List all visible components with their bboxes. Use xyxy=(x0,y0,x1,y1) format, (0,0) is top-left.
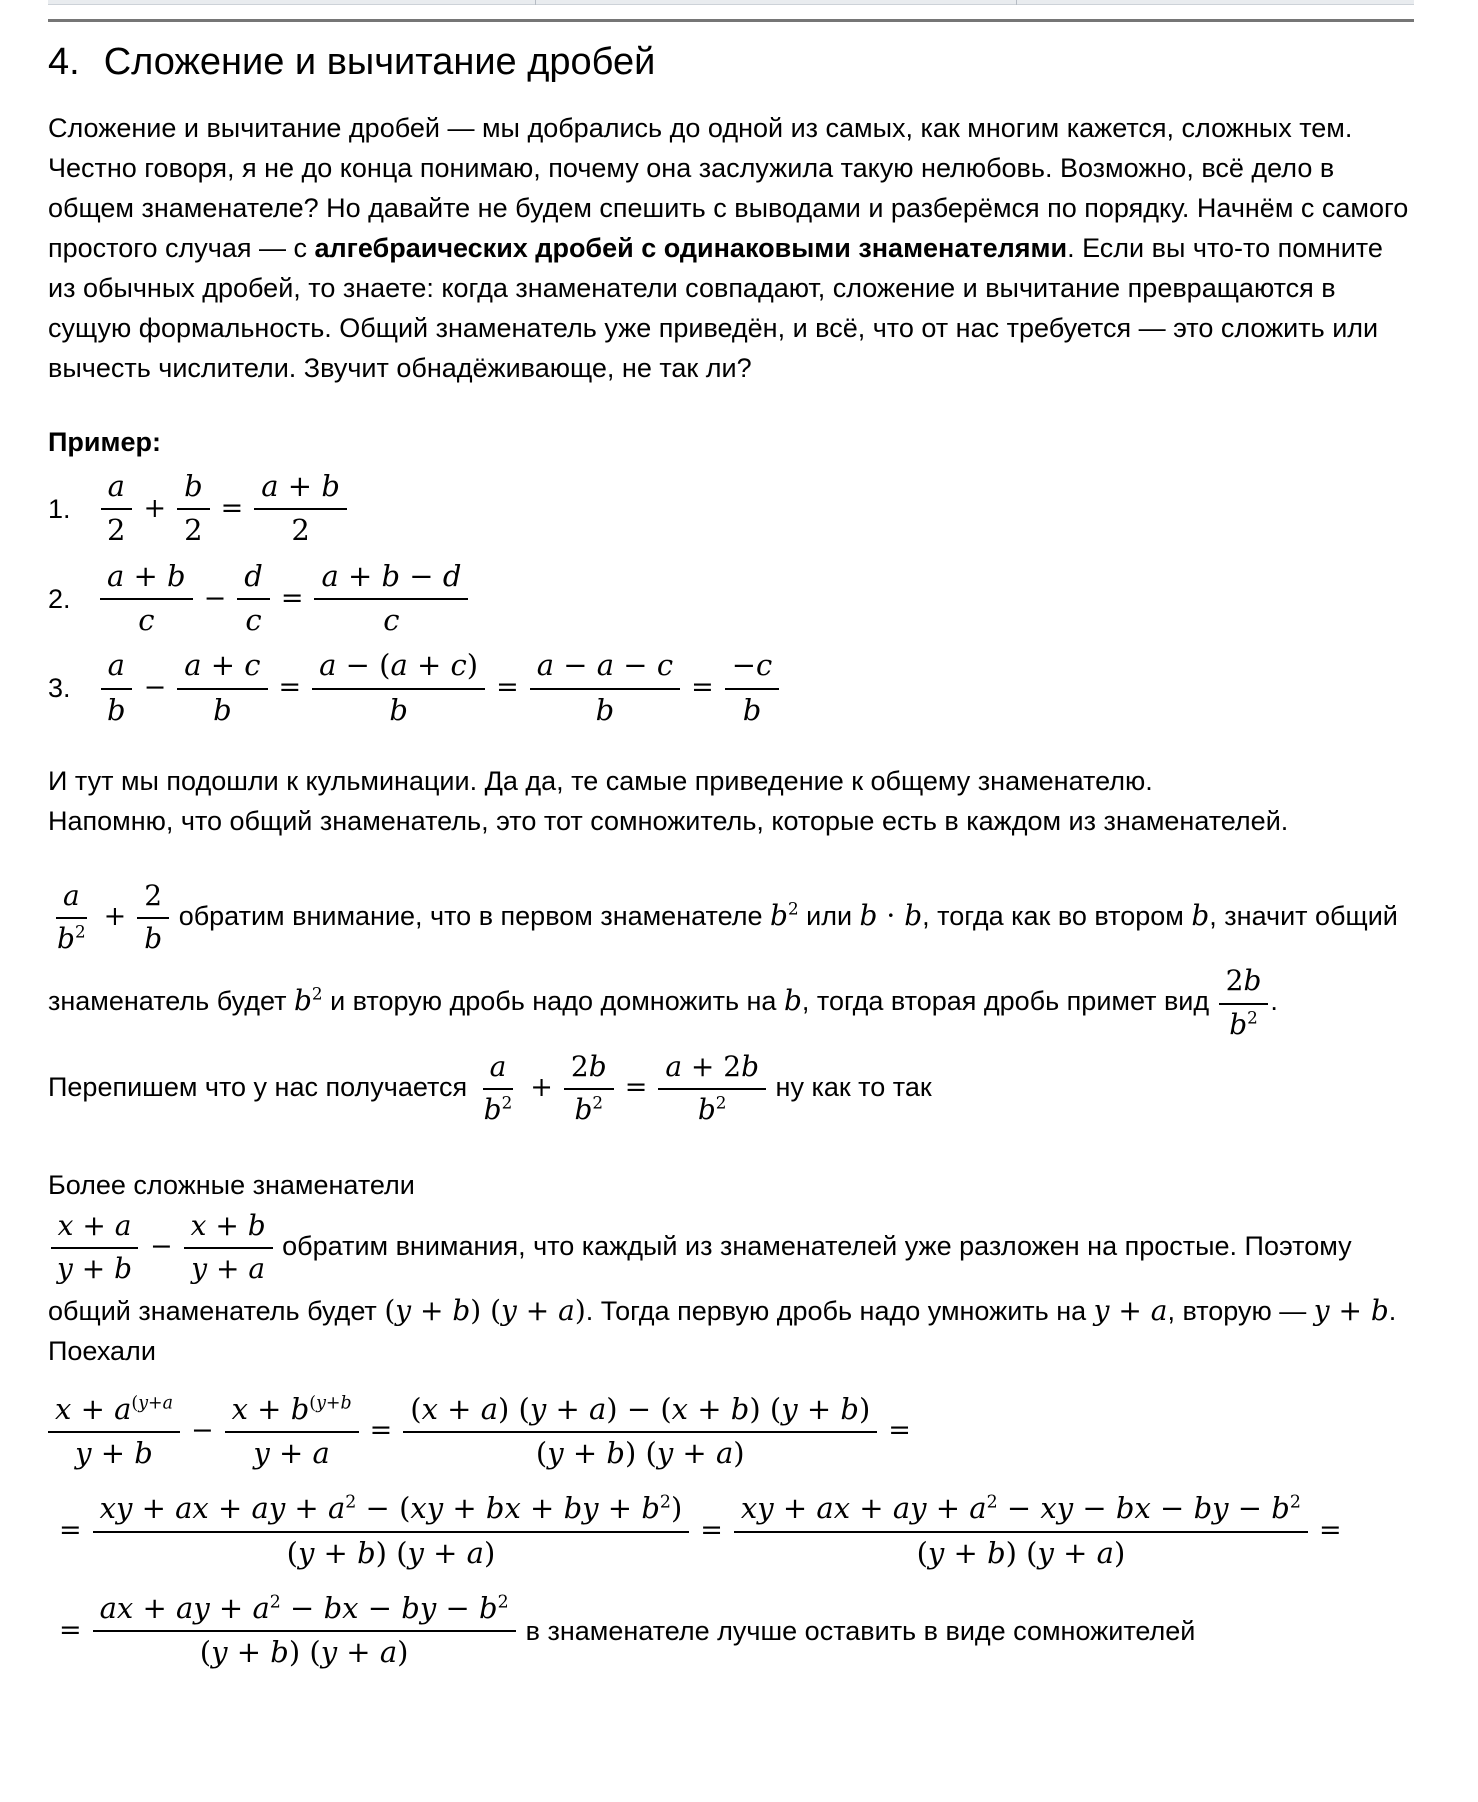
example-number: 3. xyxy=(48,673,71,704)
equation-line-1 xyxy=(48,1393,1414,1471)
inline-math: b xyxy=(783,984,802,1018)
math-operator: − xyxy=(143,672,167,704)
fraction: $\frac{xy + ax + ay + a^2 - (xy + bx + by + b^2)}{(y + b) (y + a)}$ xyxy=(93,1492,690,1570)
math-operator: = xyxy=(691,672,714,704)
fraction: $\frac{a}{b^2}$ xyxy=(57,879,86,956)
text-run: . Поехали xyxy=(48,1295,1397,1366)
math-operator: + xyxy=(103,900,127,932)
equation-line-3 xyxy=(48,1592,1414,1670)
example-number: 2. xyxy=(48,583,71,614)
page-title xyxy=(48,38,1414,86)
fraction: $\frac{b}{2}$ xyxy=(177,470,210,548)
fraction: $\frac{a}{2}$ xyxy=(100,470,132,548)
fraction: $\frac{x + b}{y + a}$ xyxy=(184,1210,273,1285)
text-run: , значит общий знаменатель будет xyxy=(48,900,1398,1017)
inline-math: b · b xyxy=(859,898,923,932)
example-row-1 xyxy=(48,470,1414,548)
math-operator: = xyxy=(220,492,244,524)
heading-number: 4. xyxy=(48,41,80,83)
example-row-2 xyxy=(48,560,1414,638)
math-operator: + xyxy=(530,1071,553,1103)
text-run: , тогда как во втором xyxy=(922,900,1192,931)
math-operator: − xyxy=(203,582,227,614)
fraction: $\frac{x + a}{y + b}$ xyxy=(50,1210,139,1285)
math-operator: = xyxy=(59,1614,82,1646)
equation-line-2 xyxy=(48,1492,1414,1570)
fraction: $\frac{d}{c}$ xyxy=(237,560,270,638)
text-run: . Перепишем что у нас получается xyxy=(48,986,1278,1102)
paragraph-intro xyxy=(48,108,1414,148)
math-operator: = xyxy=(1318,1515,1342,1547)
inline-math: $b^2$ xyxy=(770,898,799,932)
text-run: , тогда вторая дробь примет вид xyxy=(801,986,1217,1017)
fraction: $\frac{a + b}{c}$ xyxy=(100,560,193,638)
text-run: или xyxy=(798,900,860,931)
inline-math: y + b xyxy=(1313,1293,1389,1327)
fraction: $\frac{-c}{b}$ xyxy=(725,649,780,727)
horizontal-rule xyxy=(48,19,1414,22)
bold-text-run: алгебраических дробей с одинаковыми знаменателями xyxy=(314,233,1068,263)
fraction: $\frac{2b}{b^2}$ xyxy=(1219,965,1269,1040)
text-run: . Если вы что-то помните из обычных дробей, то знаете: когда знаменатели совпадают, сложение и вычитание превращаются в сущую формальность. Общий знаменатель уже приведён, и всё, что от нас требуется — это сложить или вычесть числители. Звучит обнадёживающе, не так ли? xyxy=(48,233,1383,383)
fraction: $\frac{2}{b}$ xyxy=(137,880,169,955)
text-run: Честно говоря, я не до конца понимаю, почему она заслужила такую нелюбовь. Возможно, всё дело в общем знаменателе? Но давайте не будем спешить с выводами и разберёмся по порядку. Начнём с самого простого случая — с xyxy=(48,153,1409,263)
text-run: обратим внимания, что каждый из знаменателей уже разложен на простые. Поэтому общий знаменатель будет xyxy=(48,1231,1352,1326)
math-operator: = xyxy=(59,1515,82,1547)
fraction: $\frac{a + c}{b}$ xyxy=(177,649,267,727)
table-cell-divider xyxy=(535,0,536,5)
table-fragment xyxy=(48,0,1414,5)
text-run: в знаменателе лучше оставить в виде сомножителей xyxy=(525,1615,1196,1646)
fraction: $\frac{a - a - c}{b}$ xyxy=(530,649,680,727)
fraction: $\frac{xy + ax + ay + a^2 - xy - bx - by - b^2}{(y + b) (y + a)}$ xyxy=(734,1492,1308,1570)
inline-math: b xyxy=(1191,898,1210,932)
math-operator: − xyxy=(150,1231,173,1262)
text-run: и вторую дробь надо домножить на xyxy=(322,986,784,1017)
text-run: И тут мы подошли к кульминации. Да да, те самые приведение к общему знаменателю. xyxy=(48,766,1153,797)
fraction: $\frac{ax + ay + a^2 - bx - by - b^2}{(y + b) (y + a)}$ xyxy=(93,1592,516,1670)
math-operator: = xyxy=(624,1071,648,1103)
math-operator: − xyxy=(190,1415,214,1447)
inline-math: (y + b) (y + a) xyxy=(384,1293,586,1327)
example-formula xyxy=(100,470,347,548)
math-operator: = xyxy=(369,1415,393,1447)
example-number: 1. xyxy=(48,493,71,524)
fraction: $\frac{x + a^{(y+a}}{y + b}$ xyxy=(48,1393,180,1471)
text-run: ну как то так xyxy=(768,1071,932,1102)
fraction: $\frac{a - (a + c)}{b}$ xyxy=(312,649,485,727)
math-operator: = xyxy=(700,1515,723,1547)
fraction: $\frac{a + b}{2}$ xyxy=(254,470,347,548)
subheading-complex-denominators: Более сложные знаменатели xyxy=(48,1170,415,1201)
example-label: Пример: xyxy=(48,427,161,457)
paragraph-overview xyxy=(48,148,1414,388)
paragraph-culmination xyxy=(48,761,1414,841)
example-row-3 xyxy=(48,649,1414,727)
fraction: $\frac{a}{b}$ xyxy=(100,649,133,727)
fraction: $\frac{(x + a) (y + a) - (x + b) (y + b)}{(y + b) (y + a)}$ xyxy=(403,1393,877,1471)
fraction: $\frac{a + 2b}{b^2}$ xyxy=(658,1051,766,1126)
heading-text: Сложение и вычитание дробей xyxy=(103,41,656,83)
table-cell-divider xyxy=(1016,0,1017,5)
math-operator: = xyxy=(496,672,519,704)
fraction: $\frac{x + b^{(y+b}}{y + a}$ xyxy=(225,1393,359,1471)
text-run: . Тогда первую дробь надо умножить на xyxy=(585,1295,1094,1326)
example-formula xyxy=(100,649,779,727)
math-operator: = xyxy=(280,582,304,614)
text-run: Сложение и вычитание дробей — мы добрались до одной из самых, как многим кажется, сложных тем. xyxy=(48,113,1353,143)
math-operator: = xyxy=(888,1415,911,1447)
text-run: обратим внимание, что в первом знаменателе xyxy=(171,900,770,931)
math-operator: + xyxy=(143,492,167,524)
fraction: $\frac{2b}{b^2}$ xyxy=(564,1051,614,1126)
example-formula xyxy=(100,560,468,638)
paragraph-complex-denominators xyxy=(48,1205,1414,1370)
fraction: $\frac{a + b - d}{c}$ xyxy=(314,560,468,638)
inline-math: $b^2$ xyxy=(293,983,323,1018)
text-run: Напомню, что общий знаменатель, это тот сомножитель, которые есть в каждом из знаменателей. xyxy=(48,806,1289,837)
inline-math: y + a xyxy=(1093,1293,1168,1327)
math-operator: = xyxy=(278,672,302,704)
text-run: , вторую — xyxy=(1167,1295,1314,1326)
paragraph-common-denominator xyxy=(48,875,1414,1131)
fraction: $\frac{a}{b^2}$ xyxy=(483,1049,513,1126)
